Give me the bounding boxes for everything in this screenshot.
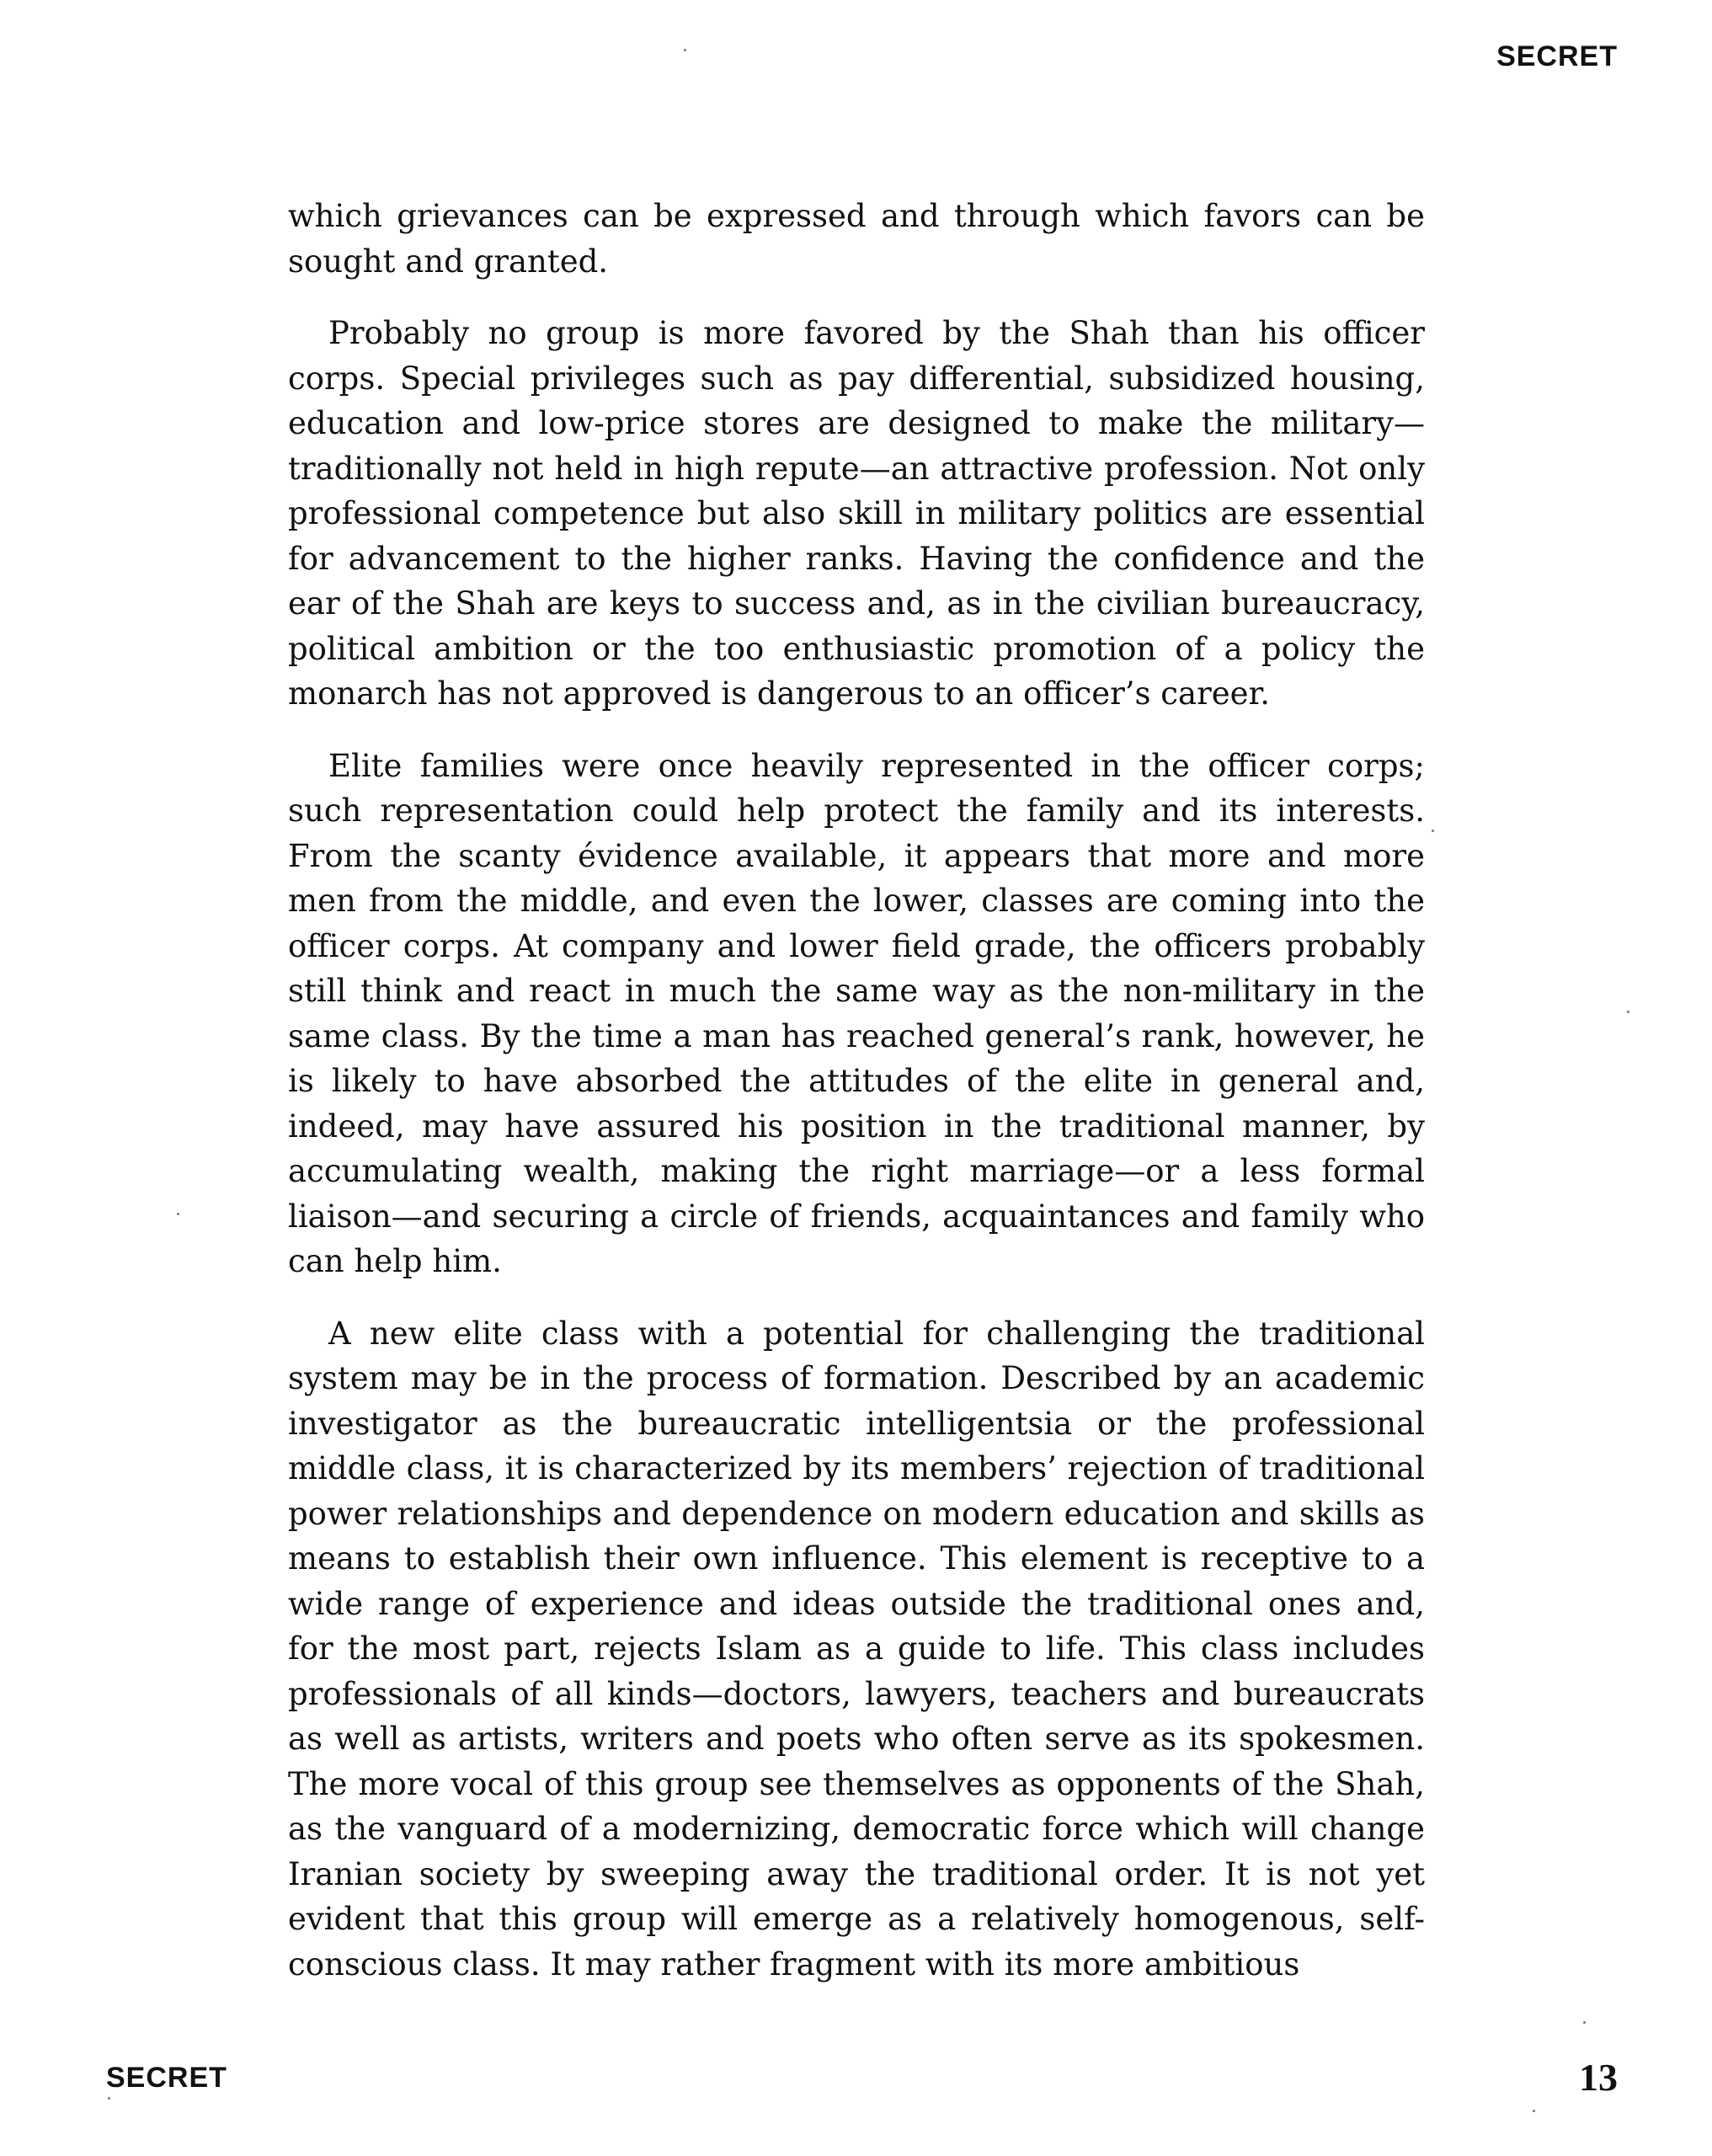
header-classification-marking: SECRET bbox=[1496, 40, 1618, 72]
scan-speck bbox=[684, 49, 686, 51]
page-number: 13 bbox=[1579, 2056, 1618, 2099]
paragraph-new-elite-class: A new elite class with a potential for challenging the traditional system may be in the process of formation. Described by an academic investigator as the bureaucratic intelligentsia or the professional middle class, it is characterized by its members’ rejection of traditional power relationships and dependence on modern education and skills as means to establish their own influence. This element is receptive to a wide range of experience and ideas outside the traditional ones and, for the most part, rejects Islam as a guide to life. This class includes professionals of all kinds—doctors, lawyers, teachers and bureaucrats as well as artists, writers and poets who often serve as its spokesmen. The more vocal of this group see themselves as opponents of the Shah, as the vanguard of a modernizing, democratic force which will change Iranian society by sweeping away the traditional order. It is not yet evident that this group will emerge as a relatively homogenous, self-conscious class. It may rather fragment with its more ambitious bbox=[288, 1315, 1425, 1983]
body-text bbox=[288, 194, 1425, 2014]
scan-speck bbox=[1583, 2021, 1586, 2024]
scan-speck bbox=[1533, 2110, 1535, 2112]
paragraph-continuation: which grievances can be expressed and through which favors can be sought and granted. bbox=[288, 198, 1425, 280]
paragraph-officer-corps: Probably no group is more favored by the Shah than his officer corps. Special privileges such as pay differential, subsidized housing, education and low-price stores are designed to make the military—traditionally not held in high repute—an attractive profession. Not only professional competence but also skill in military politics are essential for advancement to the higher ranks. Having the confidence and the ear of the Shah are keys to success and, as in the civilian bureaucracy, political ambition or the too enthusiastic promotion of a policy the monarch has not approved is dangerous to an officer’s career. bbox=[288, 315, 1425, 712]
scan-speck bbox=[1432, 830, 1434, 832]
scan-speck bbox=[177, 1213, 179, 1215]
scan-speck bbox=[1627, 1011, 1629, 1013]
paragraph-elite-families: Elite families were once heavily represented in the officer corps; such representation could help protect the family and its interests. From the scanty évidence available, it appears that more and more men from the middle, and even the lower, classes are coming into the officer corps. At company and lower field grade, the officers probably still think and react in much the same way as the non-military in the same class. By the time a man has reached general’s rank, however, he is likely to have absorbed the attitudes of the elite in general and, indeed, may have assured his position in the traditional manner, by accumulating wealth, making the right marriage—or a less formal liaison—and securing a circle of friends, acquaintances and family who can help him. bbox=[288, 747, 1425, 1279]
footer-classification-marking: SECRET bbox=[106, 2062, 227, 2094]
scan-speck bbox=[108, 2097, 110, 2100]
